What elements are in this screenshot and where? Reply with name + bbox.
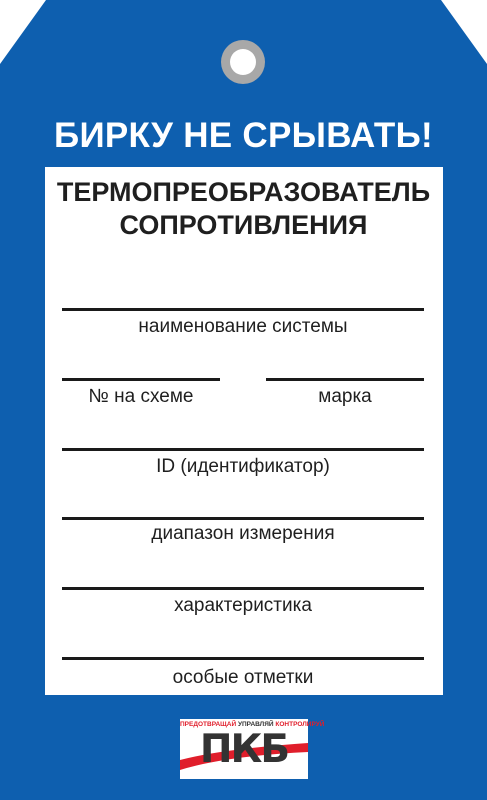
scheme-number-line[interactable] bbox=[62, 378, 220, 381]
identifier-line[interactable] bbox=[62, 448, 424, 451]
special-marks-caption: особые отметки bbox=[172, 667, 314, 688]
brand-caption: марка bbox=[318, 386, 372, 407]
system-name-line[interactable] bbox=[62, 308, 424, 311]
brand-line[interactable] bbox=[266, 378, 424, 381]
logo-slogan-1: ПРЕДОТВРАЩАЙ bbox=[180, 721, 237, 728]
logo-slogan-3: КОНТРОЛИРУЙ bbox=[275, 721, 325, 728]
tag-title-line1: ТЕРМОПРЕОБРАЗОВАТЕЛЬ bbox=[56, 177, 431, 207]
characteristic-caption: характеристика bbox=[174, 595, 312, 616]
tag-title-line2: СОПРОТИВЛЕНИЯ bbox=[119, 210, 368, 240]
eyelet-hole bbox=[230, 49, 256, 75]
measurement-range-line[interactable] bbox=[62, 517, 424, 520]
identifier-caption: ID (идентификатор) bbox=[156, 456, 330, 477]
warning-heading: БИРКУ НЕ СРЫВАТЬ! bbox=[54, 116, 433, 155]
logo-wordmark: ПКБ bbox=[199, 727, 289, 772]
characteristic-line[interactable] bbox=[62, 587, 424, 590]
system-name-caption: наименование системы bbox=[138, 316, 348, 337]
logo-slogan-2: УПРАВЛЯЙ bbox=[237, 721, 274, 728]
measurement-range-caption: диапазон измерения bbox=[151, 523, 335, 544]
special-marks-line[interactable] bbox=[62, 657, 424, 660]
pkb-logo bbox=[180, 719, 325, 779]
scheme-number-caption: № на схеме bbox=[88, 386, 194, 407]
